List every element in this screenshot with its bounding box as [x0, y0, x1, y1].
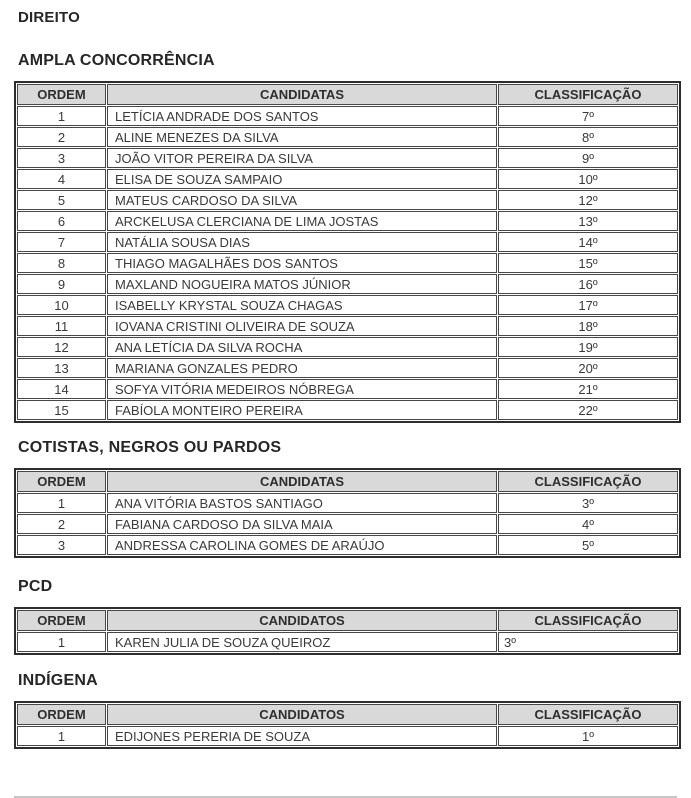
candidates-table-indigena	[14, 701, 681, 749]
column-header-candidatas: CANDIDATAS	[107, 471, 497, 492]
table-header-row	[17, 471, 678, 492]
column-header-classificacao: CLASSIFICAÇÃO	[498, 610, 678, 631]
table-row	[17, 253, 678, 273]
order-cell: 13	[17, 358, 106, 378]
column-header-classificacao: CLASSIFICAÇÃO	[498, 471, 678, 492]
classification-cell: 3º	[498, 632, 678, 652]
table-row	[17, 106, 678, 126]
candidate-name-cell: KAREN JULIA DE SOUZA QUEIROZ	[107, 632, 497, 652]
section-ampla-concorrencia	[14, 52, 677, 423]
candidate-name-cell: FABIANA CARDOSO DA SILVA MAIA	[107, 514, 497, 534]
section-pcd	[14, 578, 677, 655]
table-row	[17, 632, 678, 652]
classification-cell: 3º	[498, 493, 678, 513]
classification-cell: 12º	[498, 190, 678, 210]
candidate-name-cell: SOFYA VITÓRIA MEDEIROS NÓBREGA	[107, 379, 497, 399]
section-indigena	[14, 672, 677, 749]
classification-cell: 9º	[498, 148, 678, 168]
order-cell: 3	[17, 148, 106, 168]
table-row	[17, 127, 678, 147]
candidate-name-cell: MAXLAND NOGUEIRA MATOS JÚNIOR	[107, 274, 497, 294]
order-cell: 9	[17, 274, 106, 294]
table-row	[17, 493, 678, 513]
order-cell: 15	[17, 400, 106, 420]
order-cell: 7	[17, 232, 106, 252]
classification-cell: 18º	[498, 316, 678, 336]
candidate-name-cell: THIAGO MAGALHÃES DOS SANTOS	[107, 253, 497, 273]
page-title: DIREITO	[18, 9, 80, 26]
table-row	[17, 316, 678, 336]
table-row	[17, 514, 678, 534]
classification-cell: 17º	[498, 295, 678, 315]
order-cell: 4	[17, 169, 106, 189]
table-row	[17, 400, 678, 420]
order-cell: 10	[17, 295, 106, 315]
order-cell: 1	[17, 632, 106, 652]
classification-cell: 14º	[498, 232, 678, 252]
table-header-row	[17, 610, 678, 631]
column-header-candidatos: CANDIDATOS	[107, 610, 497, 631]
candidate-name-cell: ISABELLY KRYSTAL SOUZA CHAGAS	[107, 295, 497, 315]
table-row	[17, 190, 678, 210]
order-cell: 11	[17, 316, 106, 336]
order-cell: 1	[17, 106, 106, 126]
classification-cell: 16º	[498, 274, 678, 294]
candidate-name-cell: ANDRESSA CAROLINA GOMES DE ARAÚJO	[107, 535, 497, 555]
table-row	[17, 232, 678, 252]
column-header-ordem: ORDEM	[17, 84, 106, 105]
candidate-name-cell: ELISA DE SOUZA SAMPAIO	[107, 169, 497, 189]
order-cell: 2	[17, 127, 106, 147]
order-cell: 5	[17, 190, 106, 210]
section-heading-indigena: INDÍGENA	[18, 672, 98, 689]
candidate-name-cell: ARCKELUSA CLERCIANA DE LIMA JOSTAS	[107, 211, 497, 231]
column-header-ordem: ORDEM	[17, 471, 106, 492]
table-header-row	[17, 704, 678, 725]
candidates-table-ampla	[14, 81, 681, 423]
column-header-candidatas: CANDIDATAS	[107, 84, 497, 105]
classification-cell: 4º	[498, 514, 678, 534]
table-row	[17, 148, 678, 168]
order-cell: 6	[17, 211, 106, 231]
table-row	[17, 379, 678, 399]
order-cell: 1	[17, 493, 106, 513]
table-row	[17, 295, 678, 315]
table-row	[17, 211, 678, 231]
candidate-name-cell: MATEUS CARDOSO DA SILVA	[107, 190, 497, 210]
candidates-table-pcd	[14, 607, 681, 655]
column-header-classificacao: CLASSIFICAÇÃO	[498, 704, 678, 725]
candidate-name-cell: ANA LETÍCIA DA SILVA ROCHA	[107, 337, 497, 357]
classification-cell: 13º	[498, 211, 678, 231]
section-cotistas-negros-pardos	[14, 439, 677, 558]
classification-cell: 21º	[498, 379, 678, 399]
candidate-name-cell: FABÍOLA MONTEIRO PEREIRA	[107, 400, 497, 420]
classification-cell: 10º	[498, 169, 678, 189]
classification-cell: 1º	[498, 726, 678, 746]
column-header-ordem: ORDEM	[17, 610, 106, 631]
classification-cell: 22º	[498, 400, 678, 420]
section-heading-pcd: PCD	[18, 578, 53, 595]
table-row	[17, 726, 678, 746]
table-header-row	[17, 84, 678, 105]
column-header-classificacao: CLASSIFICAÇÃO	[498, 84, 678, 105]
classification-cell: 20º	[498, 358, 678, 378]
candidate-name-cell: EDIJONES PERERIA DE SOUZA	[107, 726, 497, 746]
table-row	[17, 535, 678, 555]
order-cell: 8	[17, 253, 106, 273]
order-cell: 3	[17, 535, 106, 555]
order-cell: 2	[17, 514, 106, 534]
candidate-name-cell: ANA VITÓRIA BASTOS SANTIAGO	[107, 493, 497, 513]
classification-cell: 19º	[498, 337, 678, 357]
candidate-name-cell: NATÁLIA SOUSA DIAS	[107, 232, 497, 252]
classification-cell: 8º	[498, 127, 678, 147]
order-cell: 14	[17, 379, 106, 399]
candidates-table-cotistas	[14, 468, 681, 558]
candidate-name-cell: MARIANA GONZALES PEDRO	[107, 358, 497, 378]
candidate-name-cell: IOVANA CRISTINI OLIVEIRA DE SOUZA	[107, 316, 497, 336]
column-header-candidatos: CANDIDATOS	[107, 704, 497, 725]
classification-cell: 15º	[498, 253, 678, 273]
order-cell: 1	[17, 726, 106, 746]
section-heading-cotistas: COTISTAS, NEGROS OU PARDOS	[18, 439, 282, 456]
table-row	[17, 337, 678, 357]
candidate-name-cell: LETÍCIA ANDRADE DOS SANTOS	[107, 106, 497, 126]
table-row	[17, 169, 678, 189]
table-row	[17, 358, 678, 378]
section-heading-ampla: AMPLA CONCORRÊNCIA	[18, 52, 215, 69]
classification-cell: 7º	[498, 106, 678, 126]
column-header-ordem: ORDEM	[17, 704, 106, 725]
classification-cell: 5º	[498, 535, 678, 555]
table-row	[17, 274, 678, 294]
candidate-name-cell: JOÃO VITOR PEREIRA DA SILVA	[107, 148, 497, 168]
order-cell: 12	[17, 337, 106, 357]
candidate-name-cell: ALINE MENEZES DA SILVA	[107, 127, 497, 147]
